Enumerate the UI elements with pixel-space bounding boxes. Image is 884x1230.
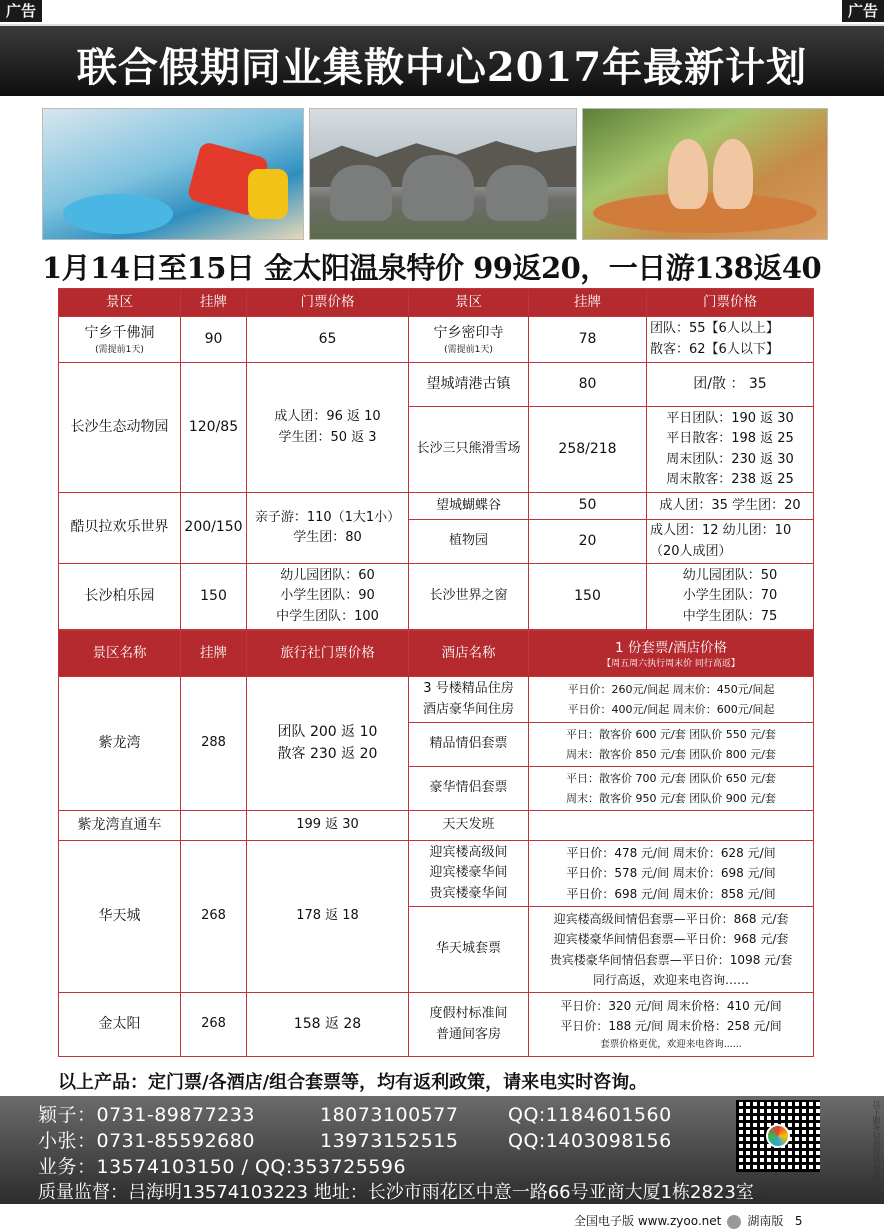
- list-price: 50: [529, 493, 647, 520]
- col-header: 景区: [409, 289, 529, 317]
- hotel-line: 酒店豪华间住房: [422, 701, 514, 717]
- ticket-price: [247, 493, 409, 564]
- list-price: 80: [529, 363, 647, 407]
- table-row: [59, 993, 814, 1057]
- ticket-price: [247, 363, 409, 493]
- price-line: 周末：散客价 850 元/套 团队价 800 元/套: [566, 747, 776, 761]
- price-line: 周末散客：238 返 25: [666, 471, 794, 487]
- price-line: 成人团：12 幼儿团：10: [650, 523, 792, 539]
- scenic-name: 长沙世界之窗: [409, 564, 529, 630]
- ticket-price: 158 返 28: [247, 993, 409, 1057]
- list-price: 78: [529, 317, 647, 363]
- col-header: 门票价格: [247, 289, 409, 317]
- package-price: [529, 811, 814, 841]
- price-line: 平日团队：190 返 30: [666, 411, 794, 427]
- col-header: 景区名称: [59, 631, 181, 677]
- scenic-name: 金太阳: [59, 993, 181, 1057]
- package-price: [529, 993, 814, 1057]
- list-price: 20: [529, 520, 647, 564]
- ticket-price: 团/散 ： 35: [647, 363, 814, 407]
- price-line: 平日价：698 元/间 周末价：858 元/间: [566, 886, 776, 901]
- price-line: 小学生团队：70: [682, 588, 778, 604]
- scenic-ticket-table: [58, 288, 814, 630]
- contact-address: 质量监督：吕海明13574103223 地址：长沙市雨花区中意一路66号亚商大厦1栋2823室: [38, 1182, 754, 1203]
- price-line: 同行高返，欢迎来电咨询……: [592, 972, 749, 987]
- price-line: 成人团：96 返 10: [274, 409, 381, 425]
- footer-site: 全国电子版 www.zyoo.net: [574, 1214, 722, 1228]
- price-line: 平日价：400元/间起 周末价：600元/间起: [567, 702, 775, 716]
- ticket-price: 成人团：35 学生团：20: [647, 493, 814, 520]
- price-line: 平日：散客价 700 元/套 团队价 650 元/套: [566, 772, 776, 786]
- hotel-name: 豪华情侣套票: [409, 767, 529, 811]
- table-header-row: [59, 631, 814, 677]
- hotel-line: 贵宾楼豪华间: [429, 885, 508, 901]
- ticket-price: [247, 564, 409, 630]
- scenic-note: (需提前1天): [444, 344, 493, 355]
- col-header: 景区: [59, 289, 181, 317]
- page-title: 联合假期同业集散中心2017年最新计划: [76, 44, 808, 91]
- col-header: 挂牌: [529, 289, 647, 317]
- footer-edition: 湖南版: [747, 1214, 784, 1228]
- elephant-shape: [330, 165, 392, 221]
- hotel-package-table: [58, 630, 814, 1057]
- table-row: [59, 317, 814, 363]
- table-header-row: [59, 289, 814, 317]
- package-price: [529, 723, 814, 767]
- price-line: 散客 230 返 20: [277, 745, 378, 762]
- price-line: 团队：55【6人以上】: [650, 321, 779, 337]
- contact-phone: 小张：0731-85592680: [38, 1130, 255, 1152]
- qr-code-icon[interactable]: [736, 1100, 820, 1172]
- price-line: 幼儿园团队：60: [280, 568, 375, 584]
- contact-mobile: 13973152515: [320, 1130, 459, 1152]
- list-price: 120/85: [181, 363, 247, 493]
- ticket-price: [247, 677, 409, 811]
- contact-business: 业务：13574103150 / QQ:353725596: [38, 1156, 407, 1178]
- ticket-price: [647, 520, 814, 564]
- price-line: 平日价：478 元/间 周末价：628 元/间: [566, 845, 776, 860]
- pool-shape: [63, 194, 173, 234]
- scenic-name: 宁乡密印寺: [433, 325, 504, 342]
- hotel-name: [409, 677, 529, 723]
- hotel-line: 普通间客房: [435, 1026, 501, 1042]
- ad-label-right: 广告: [842, 0, 884, 22]
- list-price: 150: [529, 564, 647, 630]
- ticket-price: [647, 317, 814, 363]
- price-line: 散客：62【6人以下】: [650, 341, 779, 357]
- hotel-name: 精品情侣套票: [409, 723, 529, 767]
- scenic-name: 长沙柏乐园: [59, 564, 181, 630]
- ticket-price: [647, 407, 814, 493]
- list-price: 200/150: [181, 493, 247, 564]
- hotel-line: 度假村标准间: [429, 1006, 508, 1022]
- contact-line: [38, 1100, 672, 1127]
- page-number: 5: [794, 1214, 803, 1228]
- ticket-price: 199 返 30: [247, 811, 409, 841]
- hotel-name: [409, 841, 529, 907]
- contact-phone: 颖子：0731-89877233: [38, 1104, 255, 1126]
- list-price: 90: [181, 317, 247, 363]
- scenic-name: 宁乡千佛洞: [84, 325, 155, 342]
- price-line: 中学生团队：75: [682, 608, 778, 624]
- elephant-shape: [402, 155, 474, 221]
- price-line: 贵宾楼豪华间情侣套票—平日价：1098 元/套: [549, 952, 793, 967]
- table-row: [59, 841, 814, 907]
- waterpark-photo: [42, 108, 304, 240]
- table-row: [59, 811, 814, 841]
- hotel-name: [409, 993, 529, 1057]
- bather-figure: [713, 139, 753, 209]
- scenic-name: 华天城: [59, 841, 181, 993]
- list-price: 268: [181, 841, 247, 993]
- price-line: 平日价：578 元/间 周末价：698 元/间: [566, 866, 776, 881]
- hotel-line: 迎宾楼高级间: [429, 845, 508, 861]
- ad-label-left: 广告: [0, 0, 42, 22]
- price-line: （20人成团）: [650, 543, 732, 559]
- price-line: 平日：散客价 600 元/套 团队价 550 元/套: [566, 728, 776, 742]
- contact-panel: [0, 1096, 884, 1204]
- scenic-name: 长沙三只熊滑雪场: [409, 407, 529, 493]
- col-header: 旅行社门票价格: [247, 631, 409, 677]
- list-price: 258/218: [529, 407, 647, 493]
- table-row: [59, 363, 814, 407]
- price-line: 团队 200 返 10: [277, 723, 378, 740]
- qr-logo-icon: [766, 1124, 790, 1148]
- scenic-name-cell: [59, 317, 181, 363]
- scenic-name: 紫龙湾直通车: [59, 811, 181, 841]
- scenic-name: 植物园: [409, 520, 529, 564]
- price-line: 周末：散客价 950 元/套 团队价 900 元/套: [566, 791, 776, 805]
- list-price: [181, 811, 247, 841]
- price-line: 平日散客：198 返 25: [666, 431, 794, 447]
- list-price: 150: [181, 564, 247, 630]
- table-row: [59, 564, 814, 630]
- scenic-name: 酷贝拉欢乐世界: [59, 493, 181, 564]
- price-line: 迎宾楼高级间情侣套票—平日价：868 元/套: [553, 911, 789, 926]
- ticket-price: 65: [247, 317, 409, 363]
- col-header: 酒店名称: [409, 631, 529, 677]
- price-line: 中学生团队：100: [276, 608, 379, 624]
- elephant-shape: [486, 165, 548, 221]
- hotel-line: 3 号楼精品住房: [423, 681, 514, 697]
- hotel-line: 迎宾楼豪华间: [429, 865, 508, 881]
- list-price: 268: [181, 993, 247, 1057]
- policy-note: 以上产品：定门票/各酒店/组合套票等，均有返利政策，请来电实时咨询。: [58, 1072, 648, 1093]
- elephant-statues-photo: [309, 108, 577, 240]
- scenic-note: (需提前1天): [95, 344, 144, 355]
- page-footer: [574, 1212, 802, 1229]
- table-row: [59, 493, 814, 520]
- contact-qq: QQ:1184601560: [508, 1104, 672, 1126]
- price-line: 学生团：80: [293, 530, 362, 545]
- scenic-name: 望城蝴蝶谷: [409, 493, 529, 520]
- price-line: 平日价：320 元/间 周末价格：410 元/间: [560, 999, 782, 1014]
- price-line: 小学生团队：90: [280, 588, 375, 604]
- price-line: 学生团：50 返 3: [278, 429, 377, 445]
- side-note: 以下服务信息仅供参考: [872, 1100, 881, 1180]
- hotel-name: 天天发班: [409, 811, 529, 841]
- package-header: 1 份套票/酒店价格: [615, 639, 727, 656]
- contact-line: [38, 1126, 672, 1153]
- edition-logo-icon: [727, 1215, 741, 1229]
- price-line: 幼儿园团队：50: [682, 568, 778, 584]
- scenic-name: 紫龙湾: [59, 677, 181, 811]
- price-line: 亲子游：110（1大1小）: [254, 509, 401, 525]
- headline: 1月14日至15日 金太阳温泉特价 99返20，一日游138返40: [42, 251, 822, 285]
- price-line: 套票价格更优，欢迎来电咨询......: [600, 1038, 742, 1050]
- list-price: 288: [181, 677, 247, 811]
- ticket-price: [647, 564, 814, 630]
- hotel-name: 华天城套票: [409, 907, 529, 993]
- col-header: 挂牌: [181, 631, 247, 677]
- title-banner: [0, 24, 884, 96]
- package-price: [529, 841, 814, 907]
- table-row: [59, 677, 814, 723]
- package-price: [529, 907, 814, 993]
- slide-shape: [248, 169, 288, 219]
- package-price: [529, 677, 814, 723]
- price-line: 平日价：260元/间起 周末价：450元/间起: [567, 683, 775, 697]
- price-line: 平日价：188 元/间 周末价格：258 元/间: [560, 1019, 782, 1034]
- price-line: 迎宾楼豪华间情侣套票—平日价：968 元/套: [553, 932, 789, 947]
- scenic-name-cell: [409, 317, 529, 363]
- scenic-name: 长沙生态动物园: [59, 363, 181, 493]
- package-price: [529, 767, 814, 811]
- ticket-price: 178 返 18: [247, 841, 409, 993]
- col-header: [529, 631, 814, 677]
- contact-mobile: 18073100577: [320, 1104, 459, 1126]
- hot-spring-photo: [582, 108, 828, 240]
- contact-qq: QQ:1403098156: [508, 1130, 672, 1152]
- scenic-name: 望城靖港古镇: [409, 363, 529, 407]
- price-line: 周末团队：230 返 30: [666, 451, 794, 467]
- col-header: 挂牌: [181, 289, 247, 317]
- col-header: 门票价格: [647, 289, 814, 317]
- bather-figure: [668, 139, 708, 209]
- package-header-note: 【周五周六执行周末价 同行高返】: [602, 658, 740, 669]
